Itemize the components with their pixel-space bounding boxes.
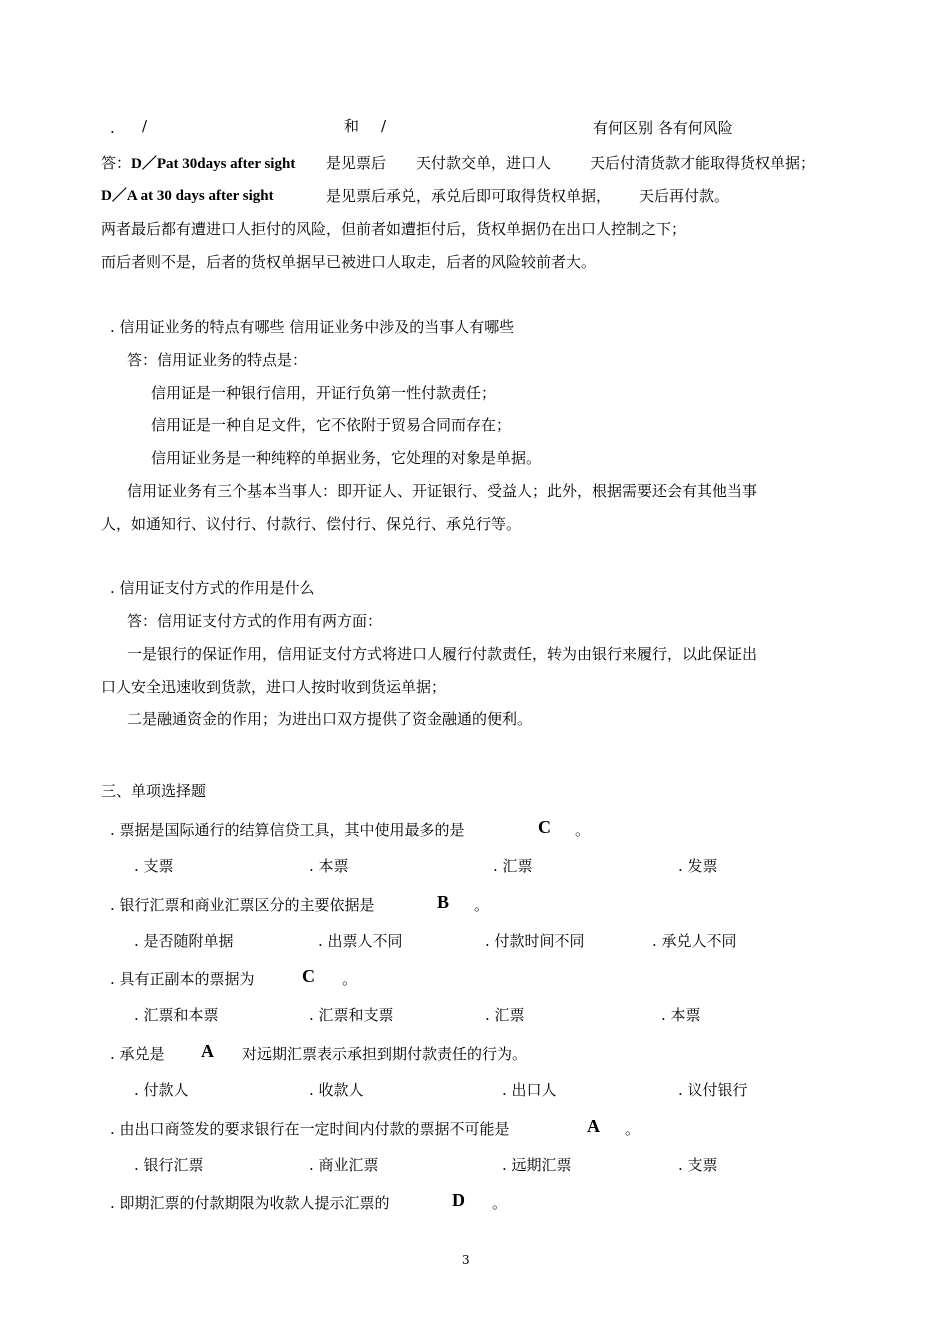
q-dp-slash-1: / [142,117,148,135]
mc-1-option-d: . 发票 [678,857,718,875]
mc-1-option-a: . 支票 [134,857,174,875]
mc-3-option-b: . 汇票和支票 [309,1006,394,1024]
ans-dp-line-4: 而后者则不是，后者的货权单据早已被进口人取走，后者的风险较前者大。 [101,253,597,271]
q-role-title: . 信用证支付方式的作用是什么 [110,579,315,597]
mc-4-option-b: . 收款人 [309,1081,364,1099]
mc-5-question: . 由出口商签发的要求银行在一定时间内付款的票据不可能是 [110,1120,510,1138]
q-dp-dot: . [110,119,115,137]
mc-2-option-a: . 是否随附单据 [134,932,234,950]
section-3-title: 三、单项选择题 [101,782,207,800]
mc-2-answer: B [437,892,450,912]
mc-2-option-b: . 出票人不同 [318,932,403,950]
mc-5-option-b: . 商业汇票 [309,1156,379,1174]
ans-dp-line-1-a: 是见票后 [326,154,387,172]
mc-5-end: 。 [625,1120,641,1138]
mc-1-option-c: . 汇票 [493,857,533,875]
q-dp-tail: 有何区别 各有何风险 [593,119,733,137]
mc-4-option-c: . 出口人 [502,1081,557,1099]
page-number: 3 [462,1253,470,1267]
mc-6-question: . 即期汇票的付款期限为收款人提示汇票的 [110,1194,390,1212]
q-role-answer-2: 口人安全迅速收到货款，进口人按时收到货运单据； [101,678,447,696]
mc-4-end: 对远期汇票表示承担到期付款责任的行为。 [242,1045,528,1063]
q-lc-answer-1: 信用证是一种银行信用，开证行负第一性付款责任； [151,384,497,402]
q-lc-answer-2: 信用证是一种自足文件，它不依附于贸易合同而存在； [151,416,512,434]
mc-3-option-c: . 汇票 [485,1006,525,1024]
mc-1-option-b: . 本票 [309,857,349,875]
ans-dp-line-2-a: 是见票后承兑，承兑后即可取得货权单据， [326,187,612,205]
q-lc-title: . 信用证业务的特点有哪些 信用证业务中涉及的当事人有哪些 [110,318,515,336]
mc-5-answer: A [587,1116,600,1136]
da-term: D／A at 30 days after sight [101,188,274,204]
ans-dp-line-3: 两者最后都有遭进口人拒付的风险，但前者如遭拒付后，货权单据仍在出口人控制之下； [101,220,687,238]
mc-2-option-d: . 承兑人不同 [652,932,737,950]
mc-2-option-c: . 付款时间不同 [485,932,585,950]
q-dp-he: 和 [344,117,360,135]
q-lc-answer-3: 信用证业务是一种纯粹的单据业务，它处理的对象是单据。 [151,449,542,467]
ans-dp-line-1 [101,153,295,174]
q-lc-answer-intro: 答：信用证业务的特点是： [127,351,308,369]
q-role-answer-3: 二是融通资金的作用；为进出口双方提供了资金融通的便利。 [127,710,533,728]
mc-2-question: . 银行汇票和商业汇票区分的主要依据是 [110,896,375,914]
mc-1-end: 。 [575,821,591,839]
mc-5-option-a: . 银行汇票 [134,1156,204,1174]
q-lc-answer-5: 人，如通知行、议付行、付款行、偿付行、保兑行、承兑行等。 [101,515,522,533]
q-role-answer-intro: 答：信用证支付方式的作用有两方面： [127,612,383,630]
mc-5-option-d: . 支票 [678,1156,718,1174]
mc-4-option-a: . 付款人 [134,1081,189,1099]
mc-3-answer: C [302,966,315,986]
mc-3-option-a: . 汇票和本票 [134,1006,219,1024]
ans-dp-line-2-b: 天后再付款。 [639,187,730,205]
q-lc-answer-4: 信用证业务有三个基本当事人：即开证人、开证银行、受益人；此外，根据需要还会有其他当事 [127,482,758,500]
mc-3-option-d: . 本票 [661,1006,701,1024]
mc-3-end: 。 [342,970,358,988]
q-role-answer-1: 一是银行的保证作用，信用证支付方式将进口人履行付款责任，转为由银行来履行，以此保证出 [127,645,758,663]
mc-3-question: . 具有正副本的票据为 [110,970,255,988]
mc-4-answer: A [201,1041,214,1061]
mc-1-question: . 票据是国际通行的结算信贷工具，其中使用最多的是 [110,821,465,839]
ans-dp-line-1-c: 天后付清货款才能取得货权单据； [590,154,816,172]
mc-4-question: . 承兑是 [110,1045,165,1063]
dp-term: D／Pat 30days after sight [131,156,296,172]
mc-5-option-c: . 远期汇票 [502,1156,572,1174]
mc-6-answer: D [452,1190,465,1210]
mc-2-end: 。 [474,896,490,914]
ans-dp-line-1-b: 天付款交单，进口人 [416,154,552,172]
mc-6-end: 。 [492,1194,508,1212]
mc-1-answer: C [538,817,551,837]
mc-4-option-d: . 议付银行 [678,1081,748,1099]
ans-prefix: 答： [101,154,132,172]
q-dp-slash-2: / [381,117,387,135]
